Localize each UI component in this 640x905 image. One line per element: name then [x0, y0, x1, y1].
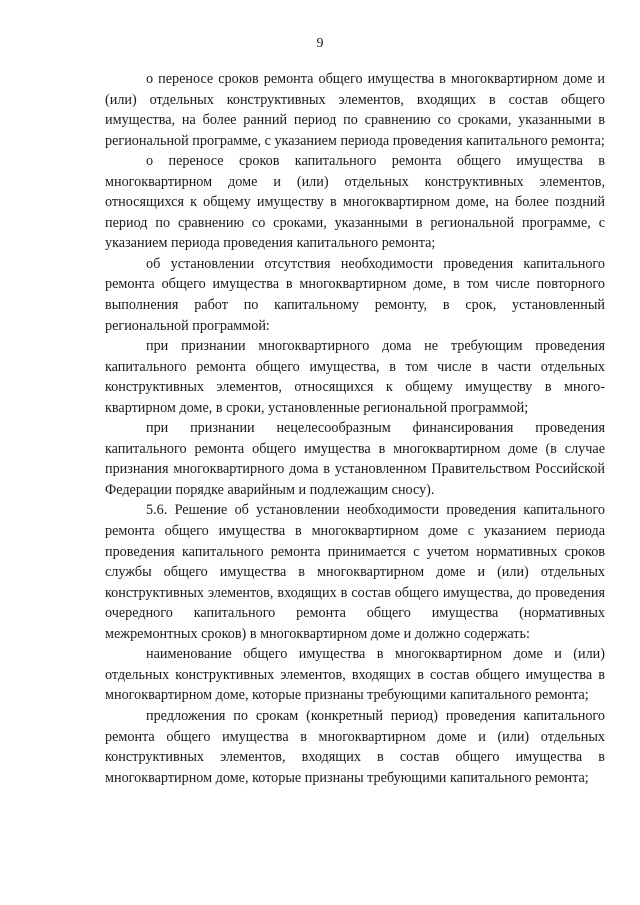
- document-body: [105, 69, 605, 788]
- paragraph-property-name: наименование общего имущества в многоквартирном доме и (или) отдельных конструктивных элементов, входящих в состав общего имущества в многоквартирном доме, которые признаны требующими капитального ремонта;: [105, 646, 605, 704]
- paragraph-section-5-6: 5.6. Решение об установлении необходимости проведения капитального ремонта общего имущества в многоквартирном доме с указанием периода проведения капитального ремонта принимается с учетом нормативных сроков службы общего имущества в многоквартирном доме и (или) отдельных конструктивных элементов, входящих в состав общего имущества, до проведения очередного капитального ремонта общего имущества (нормативных межремонтных сроков) в многоквартирном доме и должно содержать:: [105, 502, 605, 642]
- paragraph-transfer-later: о переносе сроков капитального ремонта общего имущества в многоквартирном доме и (или) отдельных конструктивных элементов, относящихся к общему имуществу в многоквартирном доме, на более поздний период по сравнению со сроками, указанными в региональной программе, с указанием периода проведения капитального ремонта;: [105, 153, 605, 252]
- page-number: 9: [316, 36, 324, 51]
- paragraph-not-required: при признании многоквартирного дома не требующим проведения капитального ремонта общего имущества, в том числе в части отдельных конструктивных элементов, относящихся к общему имуществу в многоквартирном доме, в сроки, установленные региональной программой;: [105, 338, 605, 416]
- paragraph-inexpedient: при признании нецелесообразным финансирования проведения капитального ремонта общего имущества в многоквартирном доме (в случае признания многоквартирного дома в установленном Правительством Российской Федерации порядке аварийным и подлежащим сносу).: [105, 420, 605, 498]
- paragraph-proposals-terms: предложения по срокам (конкретный период) проведения капитального ремонта общего имущества в многоквартирном доме и (или) отдельных конструктивных элементов, входящих в состав общего имущества в многоквартирном доме, которые признаны требующими капитального ремонта;: [105, 707, 605, 786]
- paragraph-no-need: об установлении отсутствия необходимости проведения капитального ремонта общего имущества в многоквартирном доме, в том числе повторного выполнения работ по капитальному ремонту, в срок, установленный региональной программой:: [105, 255, 605, 334]
- paragraph-transfer-earlier: о переносе сроков ремонта общего имущества в многоквартирном доме и (или) отдельных конструктивных элементов, входящих в состав общего имущества, на более ранний период по сравнению со сроками, указанными в региональной программе, с указанием периода проведения капитального ремонта;: [105, 71, 605, 149]
